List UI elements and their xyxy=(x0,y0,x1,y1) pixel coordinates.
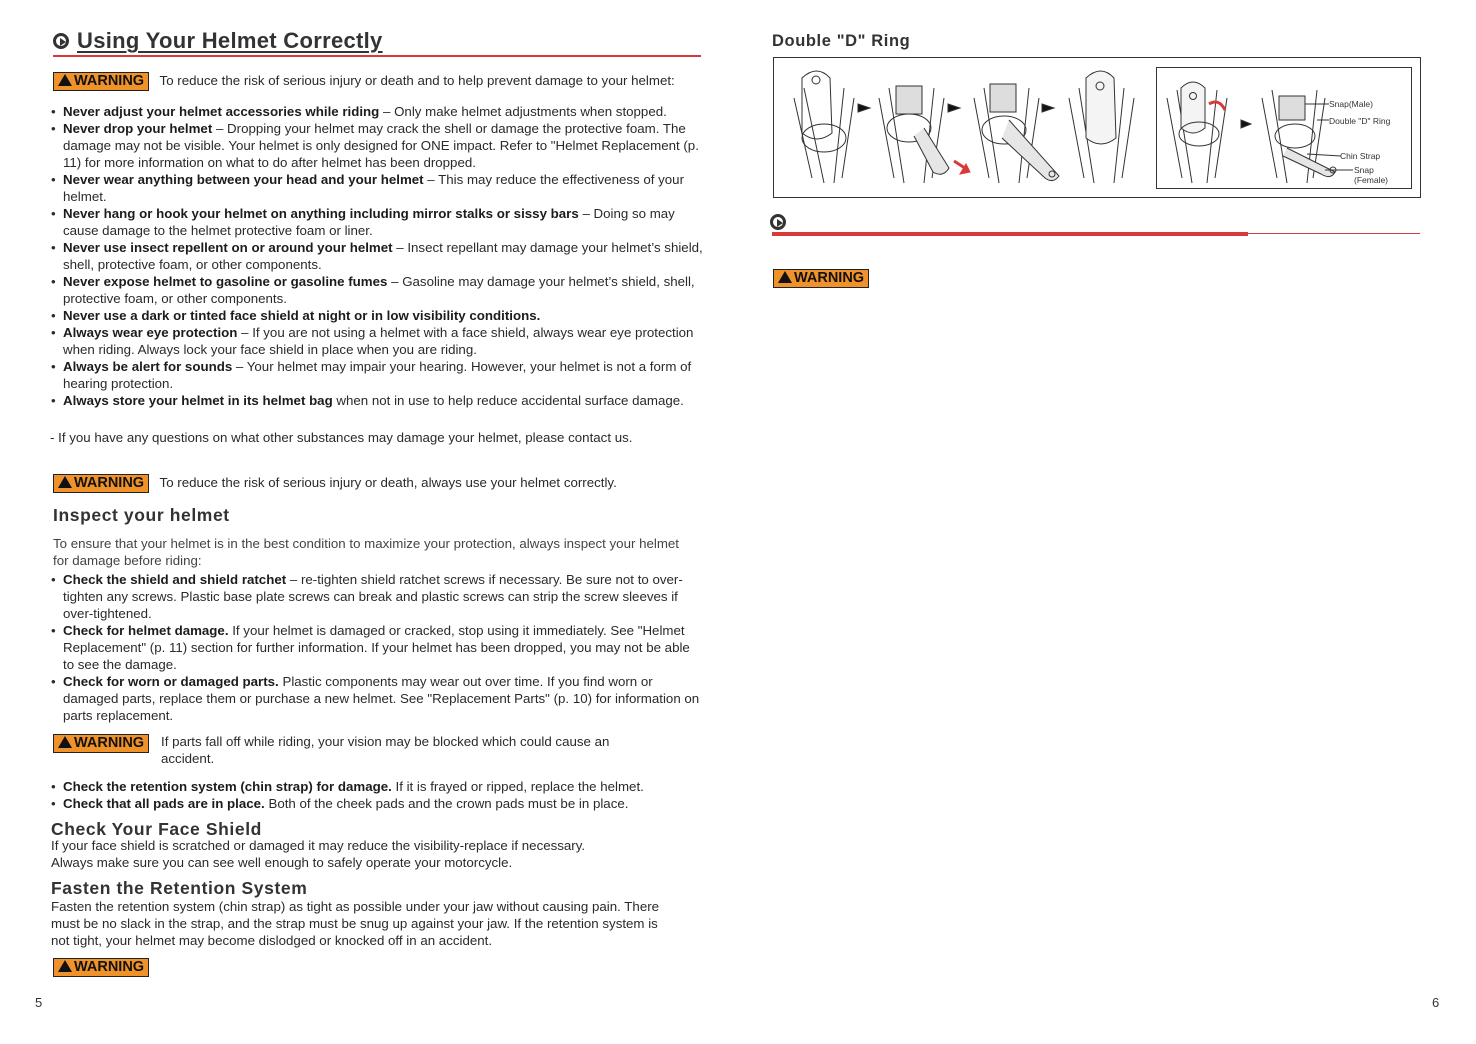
rule-item xyxy=(51,307,706,324)
rule-item-bold: Always store your helmet in its helmet bag xyxy=(63,393,333,408)
title-rule xyxy=(53,55,701,57)
warning-correct-use: WARNING To reduce the risk of serious injury or death, always use your helmet correctly. xyxy=(53,474,713,493)
inspect-item xyxy=(51,673,701,724)
rule-item xyxy=(51,392,706,409)
rule-item xyxy=(51,273,706,307)
inspect-item-text: If your helmet is damaged or cracked, stop using it immediately. See "Helmet Replacement" (p. 11) section for further information. If your helmet has been dropped, you may not be able to see the damage. xyxy=(63,623,690,672)
retention-item-text: If it is frayed or ripped, replace the helmet. xyxy=(391,779,644,794)
page-title: Using Your Helmet Correctly xyxy=(53,28,383,54)
rule-item-text: – If you are not using a helmet with a face shield, always wear eye protection when riding. Always lock your face shield in place when you are riding. xyxy=(63,325,694,357)
rule-item-text: – Dropping your helmet may crack the shell or damage the protective foam. The damage may not be visible. Your helmet is only designed for ONE impact. Refer to "Helmet Replacement (p. 11) for more information on what to do after helmet has been dropped. xyxy=(63,121,699,170)
face-shield-heading: Check Your Face Shield xyxy=(51,819,262,839)
warning-badge: WARNING xyxy=(53,958,149,977)
right-warning xyxy=(773,269,869,288)
circle-arrow-icon xyxy=(770,214,786,230)
warning-parts-text: If parts fall off while riding, your vision may be blocked which could cause an accident. xyxy=(161,734,610,766)
double-d-label: Double "D" Ring xyxy=(1329,116,1391,126)
rule-item xyxy=(51,103,706,120)
inspect-heading: Inspect your helmet xyxy=(53,505,230,525)
warning-triangle-icon xyxy=(58,960,72,972)
rule-item-text: – This may reduce the effectiveness of your helmet. xyxy=(63,172,685,204)
rule-item xyxy=(51,239,706,273)
rule-item-bold: Always wear eye protection xyxy=(63,325,238,340)
warning-fasten-badge xyxy=(53,958,149,977)
retention-item-text: Both of the cheek pads and the crown pads must be in place. xyxy=(264,796,629,811)
inspect-item-text: – re-tighten shield ratchet screws if necessary. Be sure not to over-tighten any screws. Plastic base plate screws can break and plastic screws can strip the screw sleeves if over-tightened. xyxy=(63,572,683,621)
retention-list xyxy=(51,778,701,812)
inspect-item-text: Plastic components may wear out over time. If you find worn or damaged parts, replace them or purchase a new helmet. See "Replacement Parts" (p. 10) for information on parts replacement. xyxy=(63,674,700,723)
rule-item-text: – Insect repellant may damage your helmet’s shield, shell, protective foam, or other components. xyxy=(63,240,703,272)
inspect-item-bold: Check for helmet damage. xyxy=(63,623,229,638)
rule-item xyxy=(51,358,706,392)
retention-item-bold: Check that all pads are in place. xyxy=(63,796,265,811)
rule-item-text: – Your helmet may impair your hearing. However, your helmet is not a form of hearing protection. xyxy=(63,359,692,391)
rule-item-bold: Never use a dark or tinted face shield at night or in low visibility conditions. xyxy=(63,308,541,323)
warning-badge: WARNING xyxy=(53,72,149,91)
inspect-item xyxy=(51,571,701,622)
warning-triangle-icon xyxy=(58,476,72,488)
warning-badge: WARNING xyxy=(53,474,149,493)
warning-triangle-icon xyxy=(778,271,792,283)
female-label: (Female) xyxy=(1354,175,1389,185)
warning-badge: WARNING xyxy=(53,734,149,753)
page-number-right: 6 xyxy=(1432,995,1440,1010)
rule-item-bold: Never hang or hook your helmet on anything including mirror stalks or sissy bars xyxy=(63,206,579,221)
retention-item xyxy=(51,795,701,812)
section-rule-thick xyxy=(772,232,1248,236)
double-d-title: Double "D" Ring xyxy=(772,32,911,50)
warning-triangle-icon xyxy=(58,736,72,748)
warning-triangle-icon xyxy=(58,74,72,86)
chin-strap-label: Chin Strap xyxy=(1340,151,1381,161)
inspect-item-bold: Check the shield and shield ratchet xyxy=(63,572,287,587)
inspect-item xyxy=(51,622,701,673)
double-d-inset xyxy=(1156,67,1412,189)
intro-warning: WARNING To reduce the risk of serious injury or death and to help prevent damage to your helmet: xyxy=(53,72,713,91)
face-shield-text: If your face shield is scratched or damaged it may reduce the visibility-replace if necessary. Always make sure you can see well enough to safely operate your motorcycle. xyxy=(51,838,586,870)
retention-item xyxy=(51,778,701,795)
rule-item-text: when not in use to help reduce accidental surface damage. xyxy=(332,393,684,408)
rule-item-text: – Gasoline may damage your helmet’s shield, shell, protective foam, or other components. xyxy=(63,274,695,306)
page-number-left: 5 xyxy=(35,995,43,1010)
rule-item-bold: Never adjust your helmet accessories while riding xyxy=(63,104,380,119)
rule-item-text: – Only make helmet adjustments when stopped. xyxy=(379,104,667,119)
warning-parts-badge xyxy=(53,734,153,753)
rule-item xyxy=(51,324,706,358)
rule-item-bold: Never drop your helmet xyxy=(63,121,213,136)
fasten-text: Fasten the retention system (chin strap) as tight as possible under your jaw without causing pain. There must be no slack in the strap, and the strap must be snug up against your jaw. If the retention system is not tight, your helmet may become dislodged or knocked off in an accident. xyxy=(51,899,660,948)
inspect-intro: To ensure that your helmet is in the best condition to maximize your protection, always inspect your helmet for damage before riding: xyxy=(53,536,679,568)
warning-badge: WARNING xyxy=(773,269,869,288)
rule-item xyxy=(51,120,706,171)
rule-item-bold: Never wear anything between your head and your helmet xyxy=(63,172,424,187)
contact-note: - If you have any questions on what other substances may damage your helmet, please contact us. xyxy=(50,430,633,445)
snap-male-label: Snap(Male) xyxy=(1329,99,1373,109)
fasten-heading: Fasten the Retention System xyxy=(51,878,308,898)
rule-item-bold: Never expose helmet to gasoline or gasoline fumes xyxy=(63,274,388,289)
rule-item-text: – Doing so may cause damage to the helmet protective foam or liner. xyxy=(63,206,675,238)
inspect-list xyxy=(51,571,701,724)
rule-item xyxy=(51,171,706,205)
rule-item-bold: Never use insect repellent on or around your helmet xyxy=(63,240,393,255)
retention-item-bold: Check the retention system (chin strap) for damage. xyxy=(63,779,392,794)
section-rule-thin xyxy=(1248,233,1420,234)
rule-item-bold: Always be alert for sounds xyxy=(63,359,233,374)
inspect-item-bold: Check for worn or damaged parts. xyxy=(63,674,279,689)
never-always-list xyxy=(51,103,706,409)
snap-label: Snap xyxy=(1354,165,1374,175)
rule-item xyxy=(51,205,706,239)
circle-arrow-icon xyxy=(53,33,69,49)
